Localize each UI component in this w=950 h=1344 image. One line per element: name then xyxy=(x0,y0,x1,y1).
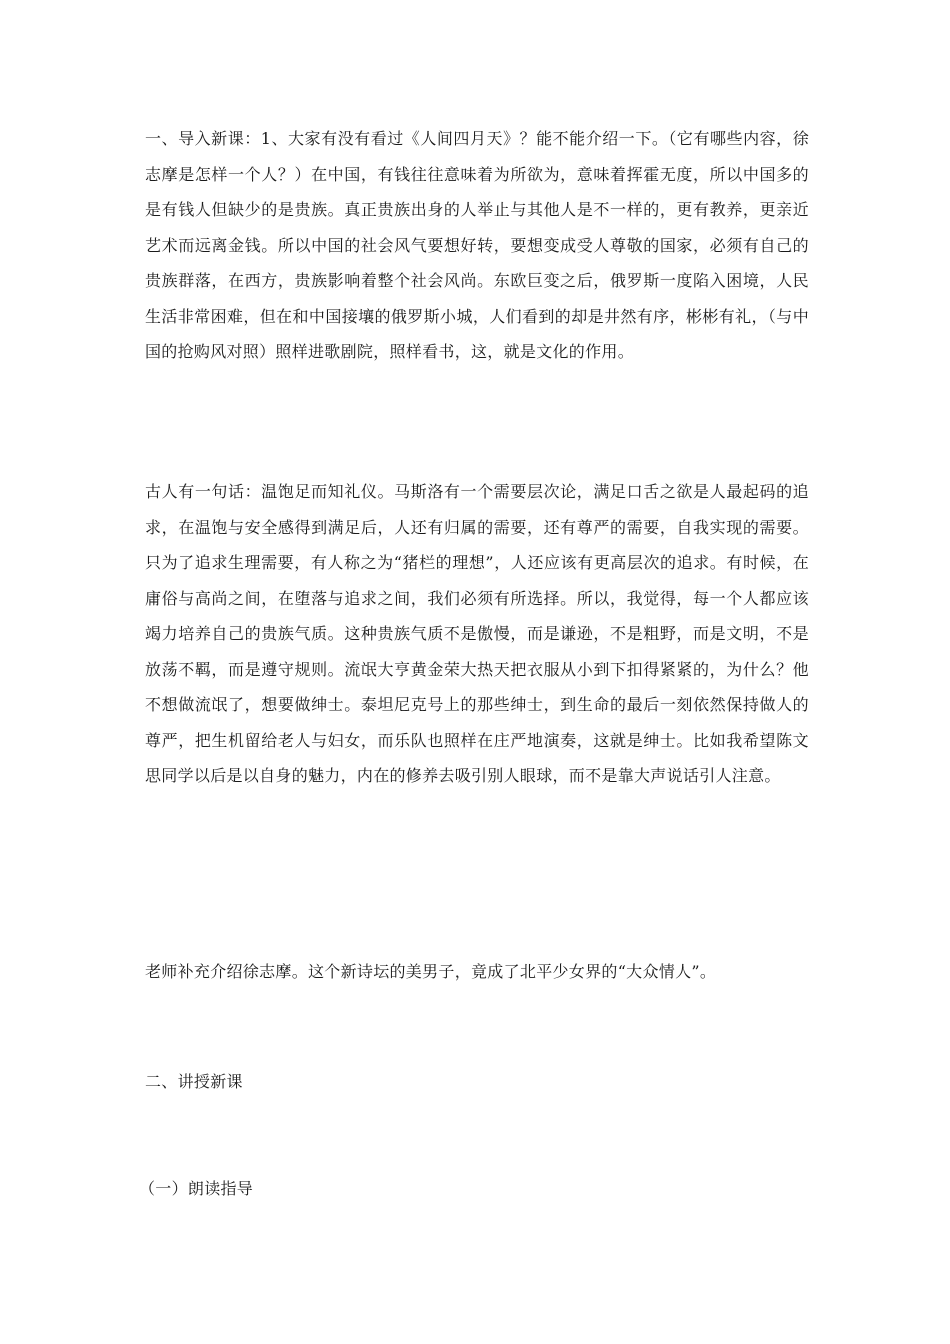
intro-paragraph: 一、导入新课：1、大家有没有看过《人间四月天》？能不能介绍一下。（它有哪些内容，徐志摩是怎样一个人？）在中国，有钱往往意味着为所欲为，意味着挥霍无度，所以中国多的是有钱人但缺少的是贵族。真正贵族出身的人举止与其他人是不一样的，更有教养，更亲近艺术而远离金钱。所以中国的社会风气要想好转，要想变成受人尊敬的国家，必须有自己的贵族群落，在西方，贵族影响着整个社会风尚。东欧巨变之后，俄罗斯一度陷入困境，人民生活非常困难，但在和中国接壤的俄罗斯小城，人们看到的却是井然有序，彬彬有礼，（与中国的抢购风对照）照样进歌剧院，照样看书，这，就是文化的作用。 xyxy=(145,129,809,361)
teacher-note-paragraph: 老师补充介绍徐志摩。这个新诗坛的美男子，竟成了北平少女界的“大众情人”。 xyxy=(145,962,717,981)
subsection-heading: （一）朗读指导 xyxy=(139,1179,254,1198)
section-heading: 二、讲授新课 xyxy=(145,1072,243,1091)
body-paragraph: 古人有一句话：温饱足而知礼仪。马斯洛有一个需要层次论，满足口舌之欲是人最起码的追求，在温饱与安全感得到满足后，人还有归属的需要，还有尊严的需要，自我实现的需要。只为了追求生理需要，有人称之为“猪栏的理想”，人还应该有更高层次的追求。有时候，在庸俗与高尚之间，在堕落与追求之间，我们必须有所选择。所以，我觉得，每一个人都应该竭力培养自己的贵族气质。这种贵族气质不是傲慢，而是谦逊，不是粗野，而是文明，不是放荡不羁，而是遵守规则。流氓大亨黄金荣大热天把衣服从小到下扣得紧紧的，为什么？他不想做流氓了，想要做绅士。泰坦尼克号上的那些绅士，到生命的最后一刻依然保持做人的尊严，把生机留给老人与妇女，而乐队也照样在庄严地演奏，这就是绅士。比如我希望陈文思同学以后是以自身的魅力，内在的修养去吸引别人眼球，而不是靠大声说话引人注意。 xyxy=(145,482,809,785)
